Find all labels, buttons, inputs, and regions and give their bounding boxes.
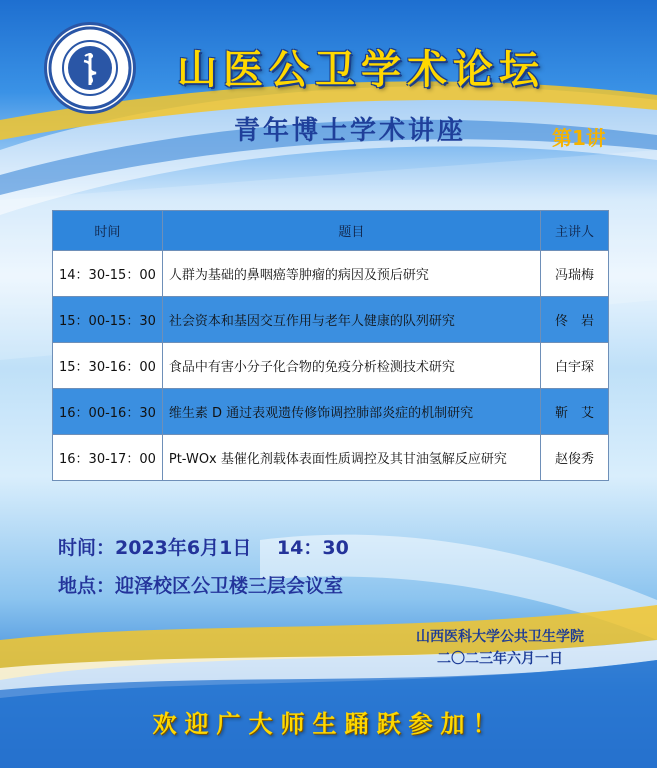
- event-location: 地点：迎泽校区公卫楼三层会议室: [58, 575, 344, 597]
- session-topic: Pt-WOx 基催化剂载体表面性质调控及其甘油氢解反应研究: [162, 435, 540, 481]
- organizer-name: 山西医科大学公共卫生学院: [416, 629, 584, 645]
- session-time: 15：00-15：30: [53, 297, 163, 343]
- session-time: 14：30-15：00: [53, 251, 163, 297]
- schedule-row: [53, 343, 609, 389]
- schedule-row: [53, 297, 609, 343]
- issue-date: 二〇二三年六月一日: [437, 651, 563, 667]
- forum-title: 山医公卫学术论坛: [177, 46, 545, 93]
- session-speaker: 佟 岩: [541, 297, 609, 343]
- session-topic: 食品中有害小分子化合物的免疫分析检测技术研究: [162, 343, 540, 389]
- lecture-number-badge: 第1讲: [552, 126, 606, 150]
- session-speaker: 靳 艾: [541, 389, 609, 435]
- event-time: 时间：2023年6月1日 14：30: [58, 537, 349, 559]
- session-time: 15：30-16：00: [53, 343, 163, 389]
- session-topic: 维生素 D 通过表观遗传修饰调控肺部炎症的机制研究: [162, 389, 540, 435]
- schedule-table: [52, 210, 609, 481]
- schedule-header-row: [53, 211, 609, 251]
- session-speaker: 冯瑞梅: [541, 251, 609, 297]
- session-time: 16：00-16：30: [53, 389, 163, 435]
- university-seal-icon: [44, 22, 136, 114]
- schedule-row: [53, 251, 609, 297]
- schedule-row: [53, 389, 609, 435]
- session-speaker: 白宇琛: [541, 343, 609, 389]
- schedule-row: [53, 435, 609, 481]
- session-speaker: 赵俊秀: [541, 435, 609, 481]
- welcome-slogan: 欢迎广大师生踊跃参加！: [152, 709, 505, 738]
- col-header-time: 时间: [53, 211, 163, 251]
- session-topic: 社会资本和基因交互作用与老年人健康的队列研究: [162, 297, 540, 343]
- seal-emblem-icon: [47, 25, 133, 111]
- lecture-series-subtitle: 青年博士学术讲座: [233, 116, 466, 146]
- col-header-topic: 题目: [162, 211, 540, 251]
- col-header-speaker: 主讲人: [541, 211, 609, 251]
- session-topic: 人群为基础的鼻咽癌等肿瘤的病因及预后研究: [162, 251, 540, 297]
- session-time: 16：30-17：00: [53, 435, 163, 481]
